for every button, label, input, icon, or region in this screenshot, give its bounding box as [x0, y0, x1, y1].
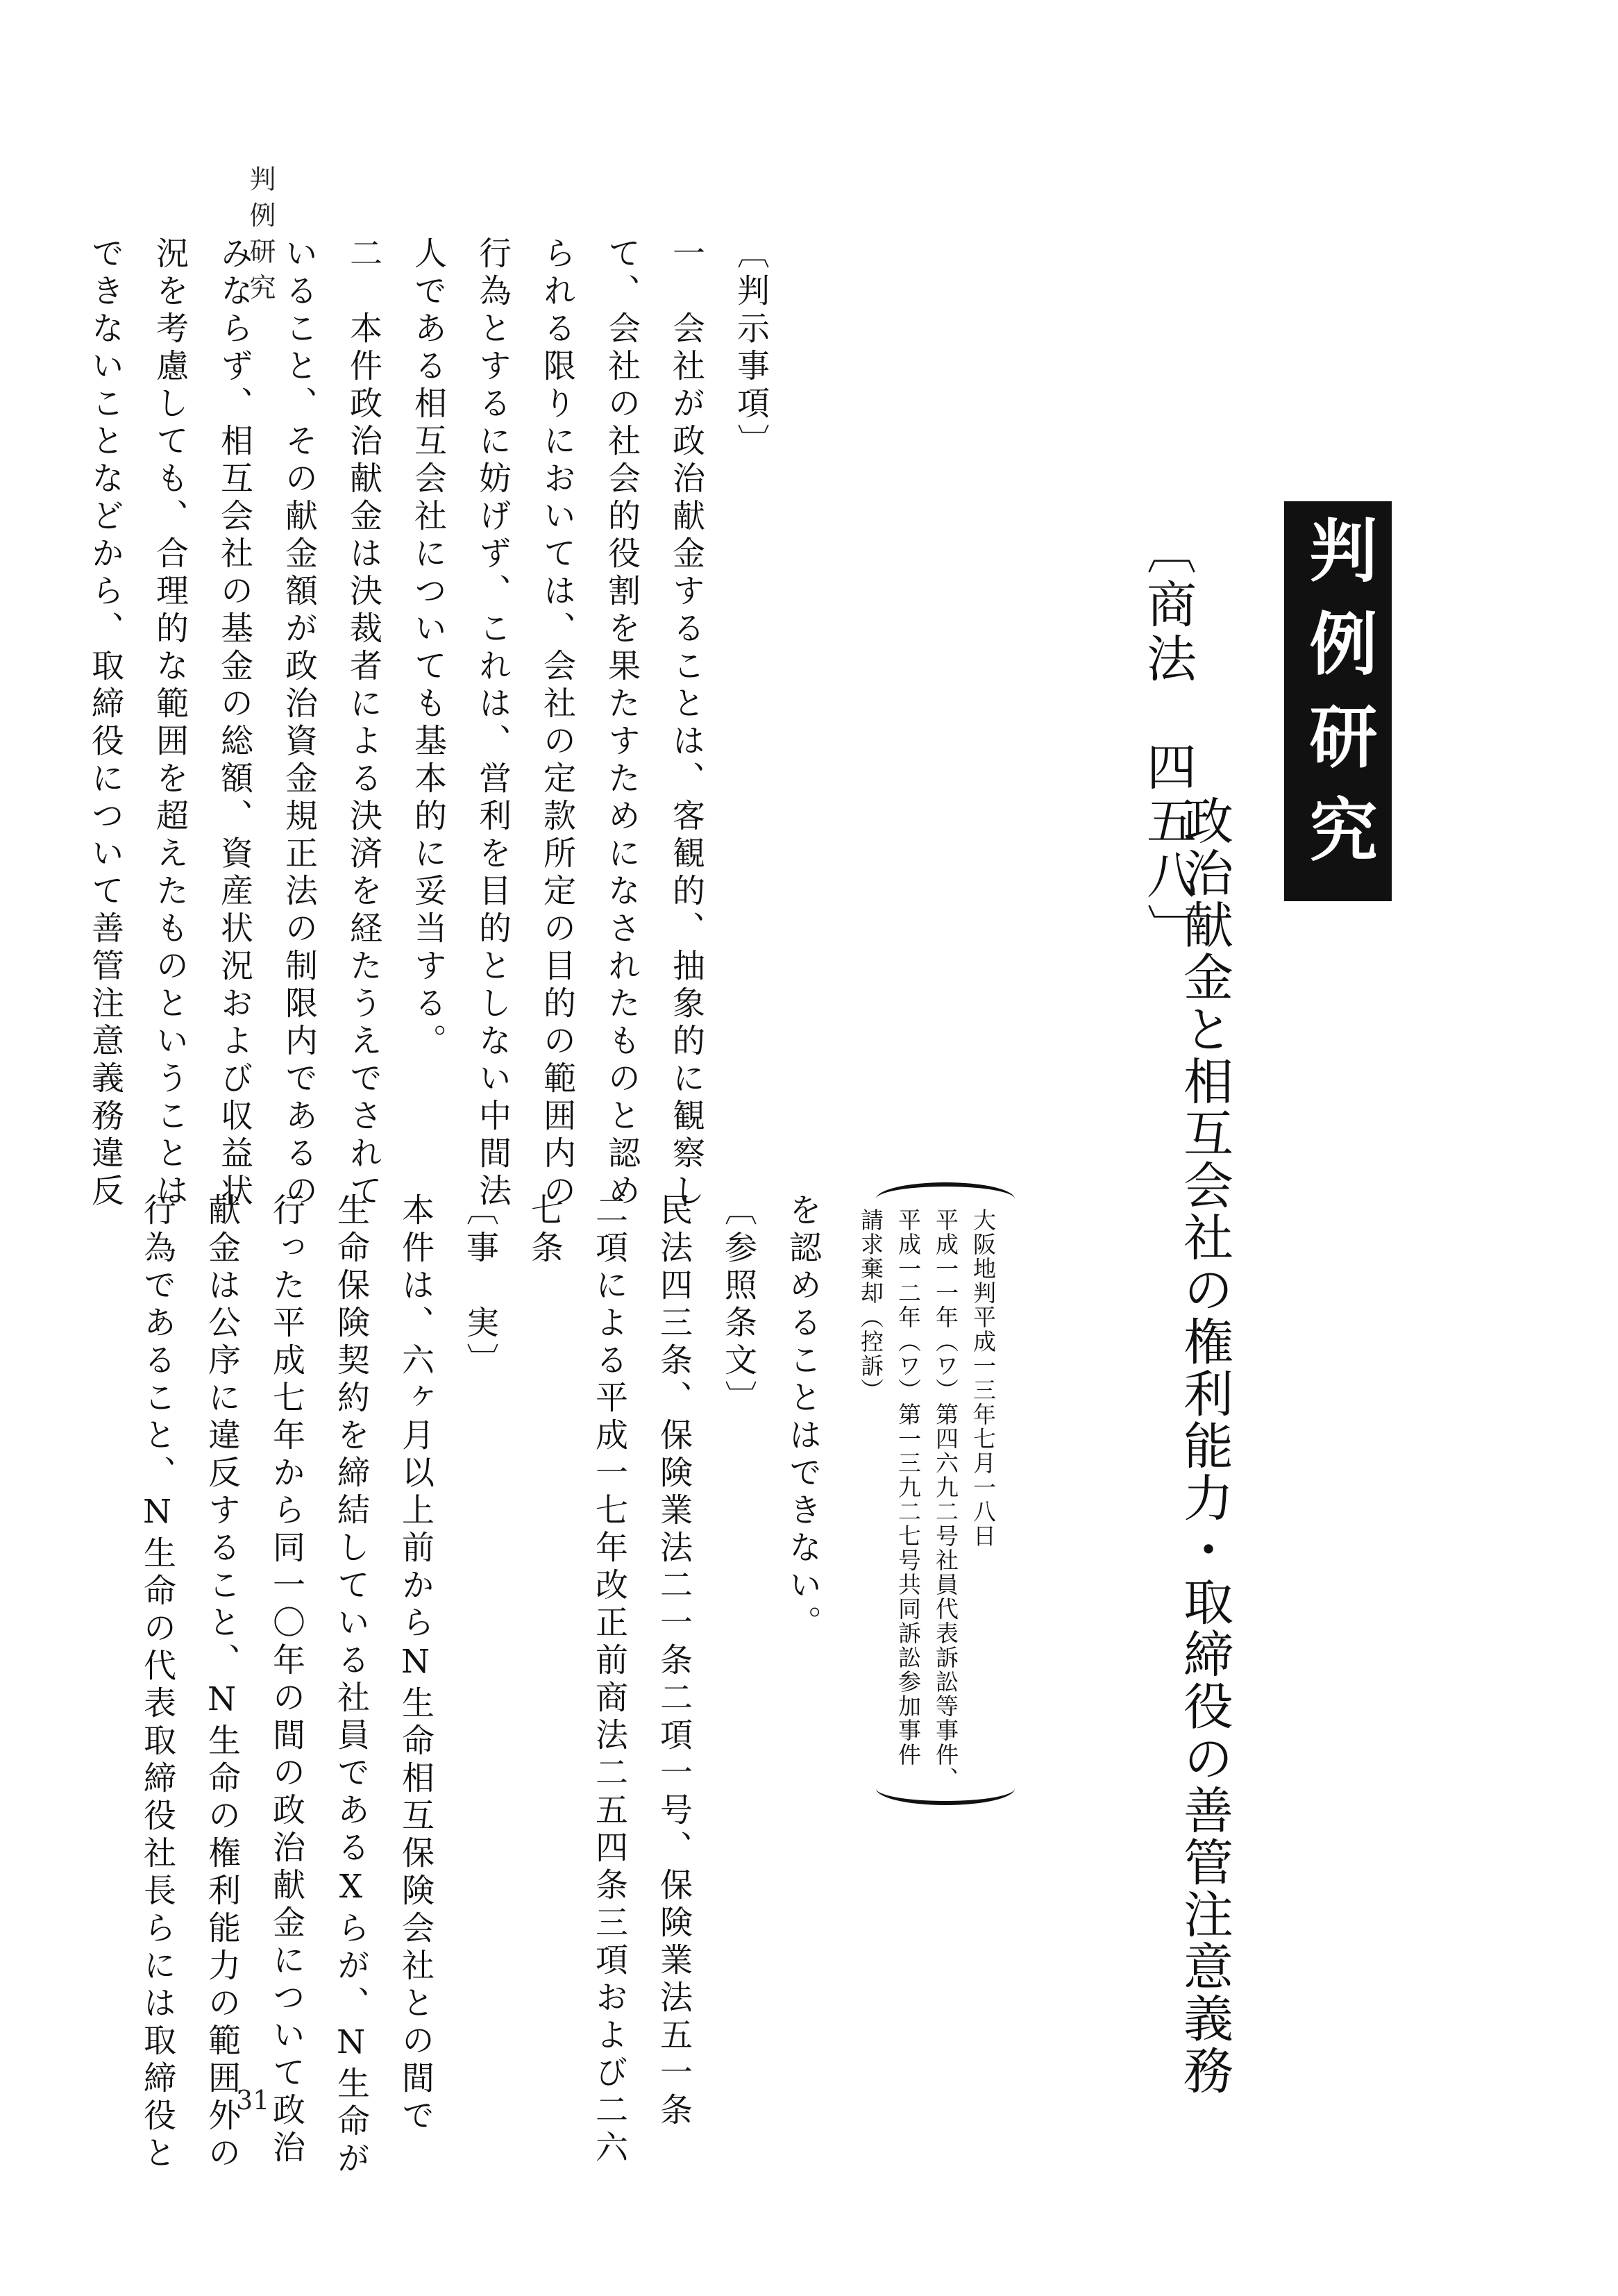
section-heading-holdings: 〔判示事項〕	[732, 236, 770, 461]
body-line: 人である相互会社についても基本的に妥当する。	[409, 236, 447, 1061]
body-line: て、会社の社会的役割を果たすためになされたものと認め	[602, 236, 641, 1211]
section-title-box: 判例研究	[1284, 501, 1392, 901]
body-text-upper	[86, 236, 783, 1211]
body-line: 献金は公序に違反すること、N生命の権利能力の範囲外の	[203, 1193, 241, 2173]
body-line: 二 本件政治献金は決裁者による決済を経たうえでされて	[344, 236, 382, 1211]
body-line: を認めることはできない。	[784, 1193, 822, 1643]
body-line: いること、その献金額が政治資金規正法の制限内であるの	[280, 236, 318, 1211]
body-line: 七条	[525, 1193, 564, 1268]
body-line: みならず、相互会社の基金の総額、資産状況および収益状	[215, 236, 253, 1211]
court-info-line: 請求棄却（控訴）	[857, 1208, 884, 1402]
body-line: 生命保険契約を締結している社員であるXらが、N生命が	[332, 1193, 370, 2179]
court-info-line: 平成一一年（ワ）第四六九二号社員代表訴訟等事件、	[932, 1208, 959, 1791]
court-info-line: 平成一二年（ワ）第一三九二七号共同訴訟参加事件	[895, 1208, 922, 1767]
body-line: 一 会社が政治献金することは、客観的、抽象的に観察し	[667, 236, 705, 1211]
body-line: 本件は、六ヶ月以上前からN生命相互保険会社との間で	[396, 1193, 435, 2136]
section-heading-references: 〔参照条文〕	[719, 1193, 757, 1418]
body-line: 二項による平成一七年改正前商法二五四条三項および二六	[590, 1193, 628, 2168]
body-line: 行為であること、N生命の代表取締役社長らには取締役と	[138, 1193, 176, 2173]
case-category: 〔商法 四五八〕	[1138, 524, 1197, 957]
body-line: 行った平成七年から同一〇年の間の政治献金について政治	[267, 1193, 305, 2168]
body-line: 行為とするに妨げず、これは、営利を目的としない中間法	[473, 236, 512, 1211]
case-title: 政治献金と相互会社の権利能力・取締役の善管注意義務	[1175, 795, 1233, 2097]
page-number: 31	[236, 2085, 270, 2115]
court-info-line: 大阪地判平成一三年七月一八日	[970, 1208, 997, 1548]
body-line: 況を考慮しても、合理的な範囲を超えたものということは	[151, 236, 189, 1211]
section-heading-facts: 〔事 実〕	[461, 1193, 499, 1380]
body-line: られる限りにおいては、会社の定款所定の目的の範囲内の	[538, 236, 576, 1211]
court-info	[857, 1208, 1002, 1791]
running-header: 判例研究	[245, 165, 276, 310]
body-line: 民法四三条、保険業法二一条二項一号、保険業法五一条	[655, 1193, 693, 2130]
body-line: できないことなどから、取締役について善管注意義務違反	[86, 236, 124, 1211]
